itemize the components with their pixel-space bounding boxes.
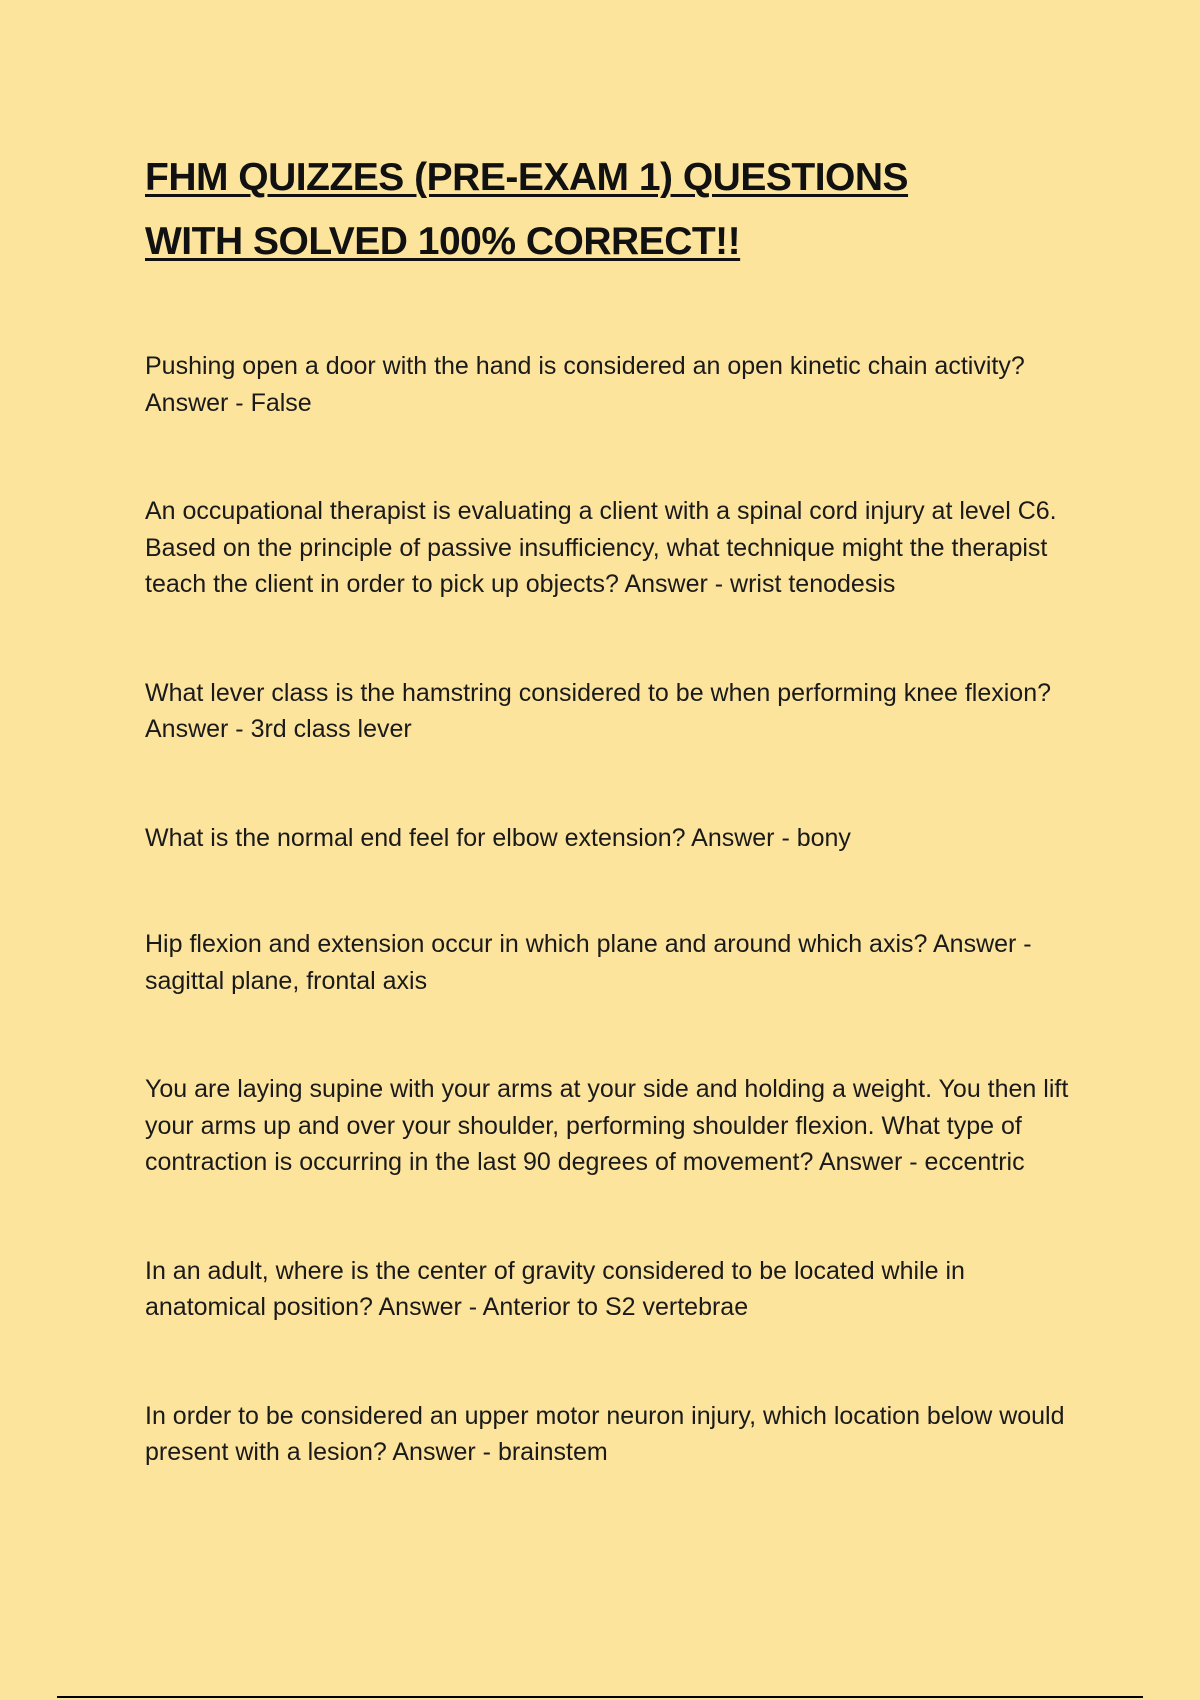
question-item-8: In order to be considered an upper motor neuron injury, which location below would present with a lesion? Answer - brainstem <box>145 1401 1065 1466</box>
question-item-7: In an adult, where is the center of gravity considered to be located while in anatomical position? Answer - Anterior to S2 vertebrae <box>145 1256 965 1321</box>
document-page <box>145 146 1075 1543</box>
question-item-2: An occupational therapist is evaluating a client with a spinal cord injury at level C6. Based on the principle of passive insufficiency, what technique might the therapist teach the client in order to pick up objects? Answer - wrist tenodesis <box>145 497 1057 598</box>
question-item-1: Pushing open a door with the hand is considered an open kinetic chain activity? Answer - False <box>145 352 1025 417</box>
question-item-3: What lever class is the hamstring considered to be when performing knee flexion? Answer - 3rd class lever <box>145 678 1052 743</box>
document-title-line-2: WITH SOLVED 100% CORRECT!! <box>145 220 741 263</box>
document-title <box>145 146 1075 274</box>
question-item-5: Hip flexion and extension occur in which plane and around which axis? Answer - sagittal plane, frontal axis <box>145 930 1032 995</box>
question-item-4: What is the normal end feel for elbow extension? Answer - bony <box>145 823 851 852</box>
question-item-6: You are laying supine with your arms at your side and holding a weight. You then lift your arms up and over your shoulder, performing shoulder flexion. What type of contraction is occurring in the last 90 degrees of movement? Answer - eccentric <box>145 1075 1069 1176</box>
page-bottom-rule <box>57 1696 1143 1698</box>
question-list <box>145 348 1075 1471</box>
document-title-line-1: FHM QUIZZES (PRE-EXAM 1) QUESTIONS <box>145 156 909 199</box>
